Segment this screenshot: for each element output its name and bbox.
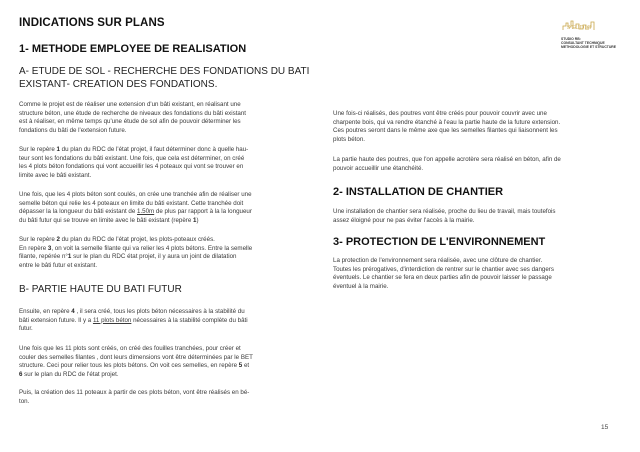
text-line: ton.: [19, 397, 30, 405]
logo-line-3: METHODOLOGIE ET STRUCTURE: [561, 45, 617, 49]
text-run: bâti extension future. Il y a: [19, 316, 93, 324]
text-line: Une fois-ci réalisés, des poutres vont être créés pour pouvoir couvrir avec une: [333, 110, 547, 117]
underlined-value: 1.50m: [137, 208, 155, 215]
text-run: filante, repérée n°: [19, 253, 68, 260]
text-run: Ensuite, en repère: [19, 308, 72, 315]
text-run: et: [242, 362, 250, 369]
text-line: limite avec le bâti existant.: [19, 171, 92, 179]
subsection-a-line-2: EXISTANT- CREATION DES FONDATIONS.: [19, 78, 218, 90]
paragraph-repere-2-3: [19, 236, 252, 270]
text-line: teur sont les fondations du bâti existant. Une fois, que cela est déterminer, on créé: [19, 154, 245, 162]
text-run: de plus par rapport à la la longueur: [154, 208, 252, 215]
paragraph-poteaux: [19, 389, 249, 406]
text-run: structure. Ceci pour relier tous les plots bétons. On voit ces semelles, en repère: [19, 362, 239, 369]
text-line: Une fois que les 11 plots sont créés, on créé des fouilles tranchées, pour créer et: [19, 345, 241, 352]
page-number: 15: [601, 424, 609, 431]
text-run: du plan du RDC de l'état projet, il faut déterminer donc à quelle hau-: [59, 146, 249, 153]
text-line: Comme le projet est de réaliser une extension d'un bâti existant, en réalisant une: [19, 101, 241, 108]
subsection-b-heading: B- PARTIE HAUTE DU BATI FUTUR: [19, 284, 182, 295]
text-line: éventuels. Le chantier se fera en deux parties afin de pouvoir laisser le passage: [333, 274, 552, 281]
marker-number: 1: [56, 146, 60, 153]
subsection-a-line-1: A- ETUDE DE SOL - RECHERCHE DES FONDATIONS DU BATI: [19, 66, 310, 77]
logo-wordmark: STUDIO: [567, 25, 592, 31]
text-run: , il sera créé, tous les plots béton nécessaires à la stabilité du: [74, 308, 245, 315]
page-title: INDICATIONS SUR PLANS: [19, 17, 165, 29]
paragraph-repere-1: [19, 146, 248, 180]
text-run: nécessaires à la stabilité complète du bâti: [131, 316, 248, 324]
paragraph-repere-4: [19, 308, 248, 334]
paragraph-intro: [19, 101, 246, 135]
text-line: est à réaliser, en même temps qu'une étude de sol afin de pouvoir déterminer les: [19, 118, 241, 125]
paragraph-acrotere: [333, 156, 561, 173]
marker-number: 1: [193, 216, 197, 224]
text-run: Sur le repère: [19, 236, 57, 243]
underlined-value: 11 plots béton: [92, 316, 132, 324]
text-run: En repère: [19, 244, 48, 252]
text-line: fondations du bâti de l'extension future.: [19, 126, 127, 134]
paragraph-protection: [333, 257, 554, 291]
text-line: les 4 plots béton fondations qui vont accueillir les 4 poteaux qui vont se trouver en: [19, 163, 244, 170]
text-line: La protection de l'environnement sera réalisée, avec une clôture de chantier.: [333, 257, 543, 264]
section-3-heading: 3- PROTECTION DE L'ENVIRONNEMENT: [333, 236, 546, 248]
text-line: Une fois, que les 4 plots béton sont coulés, on crée une tranchée afin de réaliser une: [19, 191, 252, 198]
paragraph-semelles: [19, 345, 253, 379]
text-line: pouvoir accueillir une étanchéité.: [333, 164, 424, 172]
text-line: La partie haute des poutres, que l'on appelle acrotère sera réalisé en béton, afin de: [333, 156, 561, 163]
logo-line-2: CONSULTANT TECHNIQUE: [561, 41, 605, 45]
section-1-heading: 1- METHODE EMPLOYEE DE REALISATION: [19, 43, 247, 55]
text-run: , on voit la semelle filante qui va relier les 4 plots bétons. Entre la semelle: [51, 244, 253, 252]
paragraph-tranchee: [19, 191, 252, 225]
text-line: entre le bâti futur et existant.: [19, 261, 98, 269]
marker-number: 6: [19, 370, 23, 378]
text-line: Puis, la création des 11 poteaux à partir de ces plots béton, vont être réalisés en bé-: [19, 389, 250, 396]
text-line: structure béton, une étude de recherche de niveaux des fondations du bâti existant: [19, 109, 247, 117]
marker-number: 3: [47, 244, 52, 252]
text-line: Ces poutres seront dans le même axe que les semelles filantes qui liaisonnent les: [333, 127, 558, 134]
text-line: couler des semelles filantes , dont leurs dimensions vont être déterminées par le BET: [19, 353, 253, 361]
text-line: éventuel à la mairie.: [333, 282, 389, 290]
text-run: ): [196, 216, 199, 224]
text-run: Sur le repère: [19, 146, 57, 153]
section-2-heading: 2- INSTALLATION DE CHANTIER: [333, 186, 504, 198]
text-line: semelle béton qui relie les 4 poteaux en limite du bâti existant. Cette tranchée doit: [19, 199, 244, 207]
text-line: Toutes les prérogatives, d'interdiction de rentrer sur le chantier avec ses dangers: [333, 265, 554, 273]
marker-number: 4: [71, 308, 75, 315]
text-line: assez éloigné pour ne pas éviter l'accès à la mairie.: [333, 216, 475, 224]
marker-number: 5: [238, 362, 243, 369]
text-run: du bâti futur qui se trouve en limite avec le bâti existant (repère: [19, 216, 194, 224]
text-line: plots béton.: [333, 135, 365, 143]
company-logo: [561, 18, 625, 60]
text-line: futur.: [19, 325, 33, 332]
text-run: du plan du RDC de l'état projet, les plots-poteaux créés.: [59, 236, 215, 243]
text-run: sur le plan du RDC état projet, il y aura un joint de dilatation: [71, 253, 237, 260]
marker-number: 2: [56, 236, 60, 243]
logo-line-1: STUDIO RB:: [561, 37, 581, 41]
text-run: sur le plan du RDC de l'état projet.: [22, 370, 119, 378]
text-line: Une installation de chantier sera réalisée, proche du lieu de travail, mais toutefois: [333, 208, 556, 215]
paragraph-installation: [333, 208, 556, 225]
paragraph-poutres: [333, 110, 560, 144]
text-run: dépasser la la longueur du bâti existant de: [19, 208, 137, 215]
text-line: charpente bois, qui va rendre étanché à l'eau la partie haute de la future extension.: [333, 118, 561, 126]
marker-number: 1: [67, 253, 72, 260]
subsection-a-heading: [19, 66, 309, 91]
